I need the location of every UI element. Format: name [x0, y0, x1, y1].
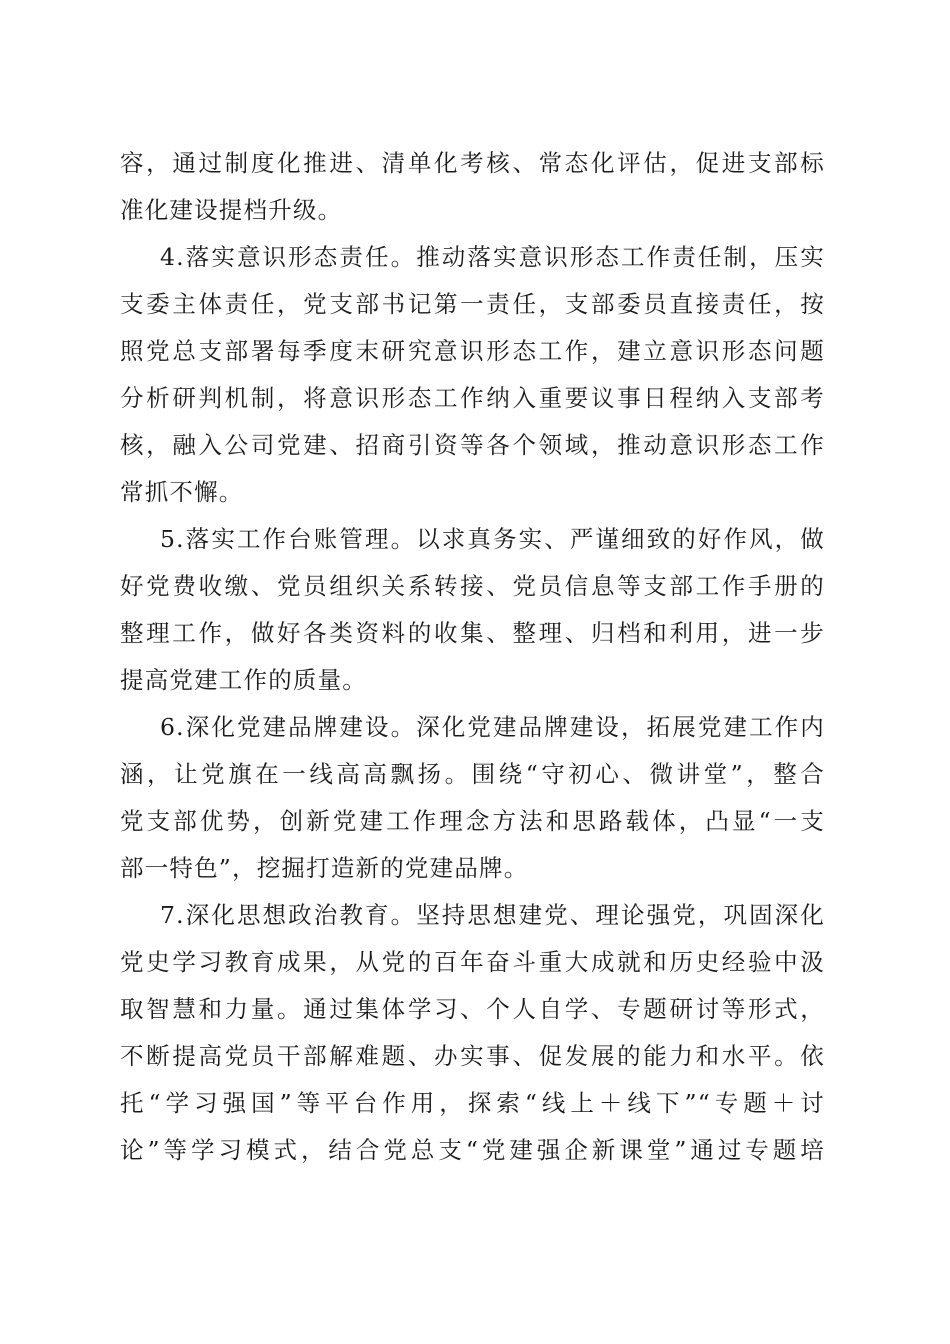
paragraph-line: 容，通过制度化推进、清单化考核、常态化评估，促进支部标 [120, 149, 825, 177]
paragraph-line: 整理工作，做好各类资料的收集、整理、归档和利用，进一步 [120, 619, 825, 647]
paragraph-line: 7.深化思想政治教育。坚持思想建党、理论强党，巩固深化 [160, 901, 825, 929]
paragraph-line: 分析研判机制，将意识形态工作纳入重要议事日程纳入支部考 [120, 384, 825, 412]
paragraph-line: 4.落实意识形态责任。推动落实意识形态工作责任制，压实 [160, 243, 825, 271]
paragraph-line: 涵，让党旗在一线高高飘扬。围绕“守初心、微讲堂”，整合 [120, 760, 825, 788]
paragraph-line: 支委主体责任，党支部书记第一责任，支部委员直接责任，按 [120, 290, 825, 318]
paragraph-line: 6.深化党建品牌建设。深化党建品牌建设，拓展党建工作内 [160, 713, 825, 741]
body-text [120, 140, 825, 1174]
paragraph-line: 准化建设提档升级。 [120, 196, 343, 224]
paragraph-line: 常抓不懈。 [120, 478, 244, 506]
paragraph-line: 论”等学习模式，结合党总支“党建强企新课堂”通过专题培 [120, 1136, 825, 1164]
paragraph-line: 核，融入公司党建、招商引资等各个领域，推动意识形态工作 [120, 431, 825, 459]
paragraph-line: 托“学习强国”等平台作用，探索“线上＋线下”“专题＋讨 [120, 1089, 825, 1117]
paragraph-line: 不断提高党员干部解难题、办实事、促发展的能力和水平。依 [120, 1042, 825, 1070]
paragraph-line: 照党总支部署每季度末研究意识形态工作，建立意识形态问题 [120, 337, 825, 365]
paragraph-line: 党史学习教育成果，从党的百年奋斗重大成就和历史经验中汲 [120, 948, 825, 976]
paragraph-line: 党支部优势，创新党建工作理念方法和思路载体，凸显“一支 [120, 807, 825, 835]
paragraph-line: 好党费收缴、党员组织关系转接、党员信息等支部工作手册的 [120, 572, 825, 600]
paragraph-line: 提高党建工作的质量。 [120, 666, 367, 694]
paragraph-line: 部一特色”，挖掘打造新的党建品牌。 [120, 854, 529, 882]
paragraph-line: 5.落实工作台账管理。以求真务实、严谨细致的好作风，做 [160, 525, 825, 553]
paragraph-line: 取智慧和力量。通过集体学习、个人自学、专题研讨等形式， [120, 995, 825, 1023]
